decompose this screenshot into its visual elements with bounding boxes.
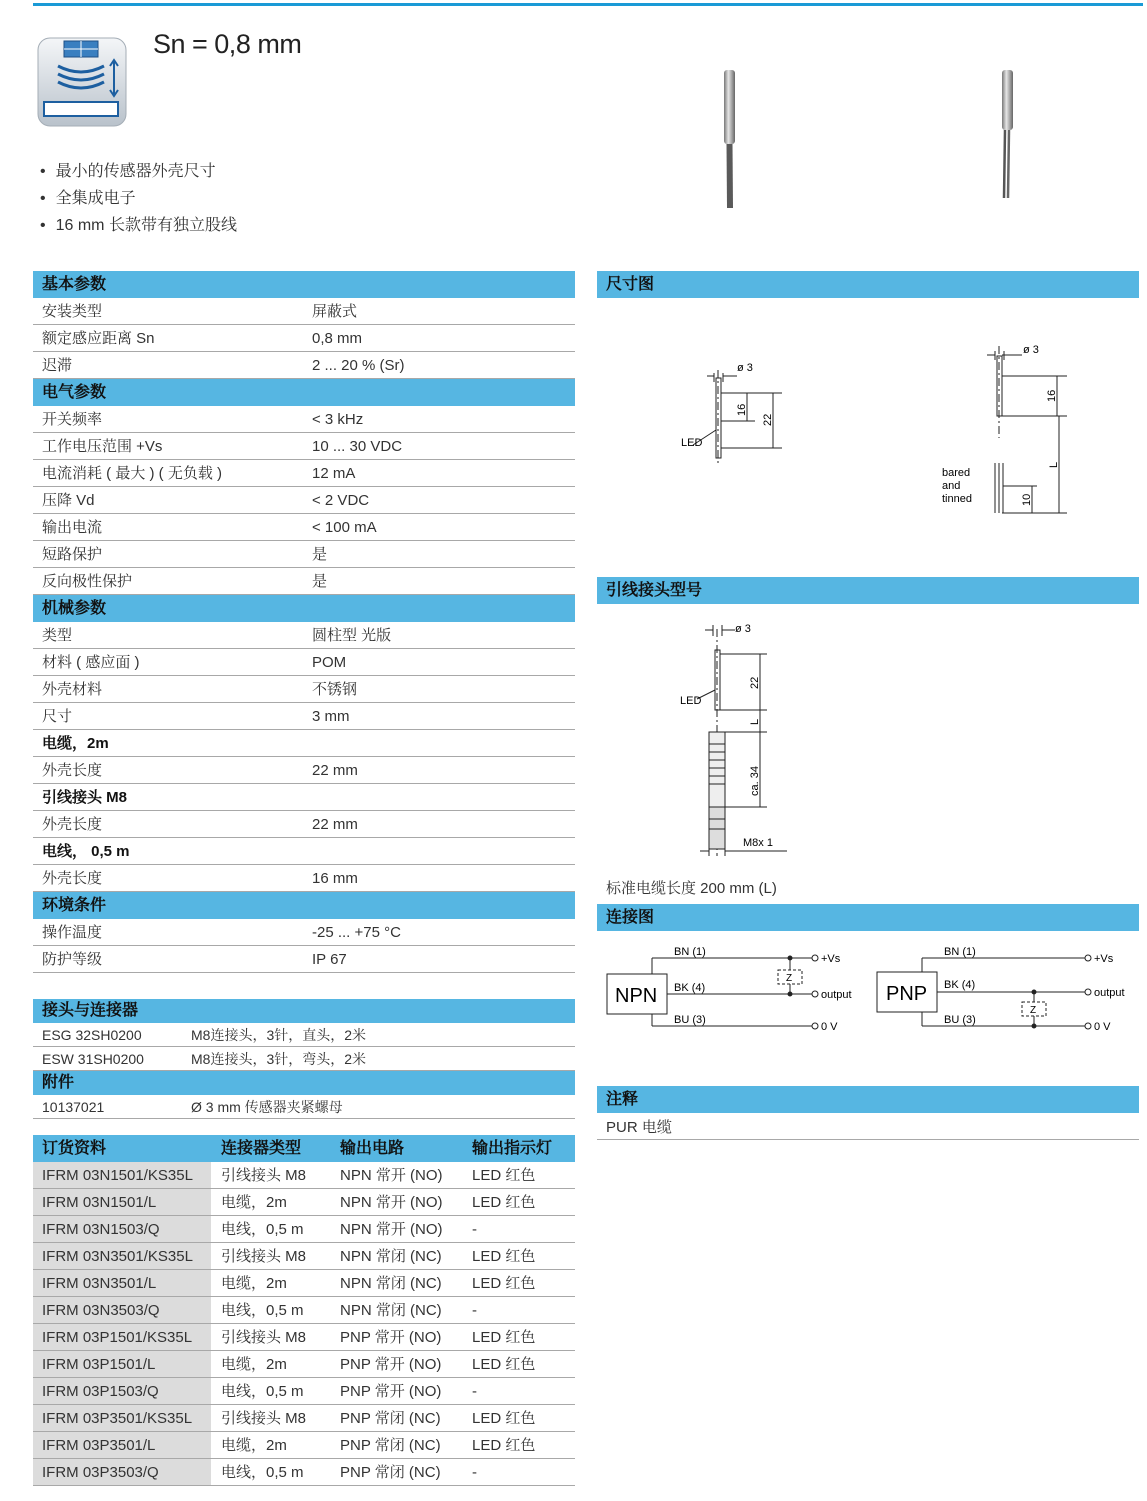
- param-key: 防护等级: [42, 951, 103, 968]
- product-photo-wire: [993, 68, 1023, 203]
- order-cell: LED 红色: [472, 1194, 536, 1211]
- param-value: -25 ... +75 °C: [312, 924, 401, 941]
- table-row: [33, 676, 575, 703]
- param-key: 输出电流: [42, 519, 103, 536]
- dimension-drawing: [597, 298, 1139, 538]
- table-row: [33, 1459, 575, 1486]
- svg-text:10: 10: [1021, 493, 1033, 506]
- svg-text:Z: Z: [786, 973, 793, 984]
- table-row: [33, 1270, 575, 1297]
- svg-text:BU (3): BU (3): [944, 1014, 976, 1026]
- table-row: [33, 406, 575, 433]
- cable-length-caption: 标准电缆长度 200 mm (L): [606, 880, 777, 897]
- table-row: [33, 1351, 575, 1378]
- svg-text:L: L: [1048, 461, 1060, 468]
- notes-rule: [597, 1139, 1139, 1140]
- param-value: POM: [312, 654, 347, 671]
- table-row: [33, 649, 575, 676]
- svg-text:output: output: [1094, 987, 1125, 999]
- param-value: < 100 mA: [312, 519, 377, 536]
- param-subgroup-title: 电缆，2m: [33, 730, 575, 757]
- svg-text:22: 22: [762, 413, 774, 426]
- order-cell: 电线，0,5 m: [221, 1464, 304, 1481]
- param-key: 电流消耗 ( 最大 ) ( 无负载 ): [42, 465, 222, 482]
- svg-text:0 V: 0 V: [1094, 1021, 1111, 1033]
- table-row: [33, 352, 575, 379]
- table-row: [33, 433, 575, 460]
- order-cell: NPN 常闭 (NC): [340, 1275, 442, 1292]
- svg-text:16: 16: [736, 403, 748, 416]
- table-row: [33, 1324, 575, 1351]
- param-group-title: 基本参数: [33, 271, 575, 298]
- svg-text:BN (1): BN (1): [674, 946, 706, 958]
- order-cell: 引线接头 M8: [221, 1167, 307, 1184]
- connectors-table: [33, 999, 575, 1119]
- order-cell: -: [472, 1464, 477, 1481]
- order-cell: 电缆，2m: [221, 1275, 287, 1292]
- table-row: [33, 541, 575, 568]
- order-cell: PNP 常开 (NO): [340, 1329, 442, 1346]
- param-value: 圆柱型 光版: [312, 627, 392, 644]
- svg-text:BU (3): BU (3): [674, 1014, 706, 1026]
- table-row: [33, 1405, 575, 1432]
- feature-item: • 16 mm 长款带有独立股线: [40, 212, 237, 239]
- param-value: < 3 kHz: [312, 411, 364, 428]
- order-cell: 电线，0,5 m: [221, 1383, 304, 1400]
- order-cell: -: [472, 1302, 477, 1319]
- param-key: 迟滞: [42, 357, 73, 374]
- order-cell: NPN 常闭 (NC): [340, 1248, 442, 1265]
- order-code: IFRM 03P3503/Q: [33, 1459, 211, 1485]
- lead-connector-title: 引线接头型号: [597, 577, 1139, 604]
- dim-d1-dia: ø 3: [737, 362, 753, 374]
- svg-text:ø 3: ø 3: [735, 623, 751, 635]
- order-cell: PNP 常闭 (NC): [340, 1410, 441, 1427]
- param-key: 类型: [42, 627, 73, 644]
- table-row: ESW 31SH0200 M8连接头，3针，弯头，2米: [33, 1047, 575, 1071]
- svg-text:+Vs: +Vs: [1094, 953, 1114, 965]
- order-code: IFRM 03P1501/KS35L: [33, 1324, 211, 1350]
- svg-text:ca. 34: ca. 34: [749, 766, 761, 796]
- order-cell: NPN 常开 (NO): [340, 1221, 443, 1238]
- order-cell: PNP 常开 (NO): [340, 1356, 442, 1373]
- param-value: 2 ... 20 % (Sr): [312, 357, 405, 374]
- param-key: 额定感应距离 Sn: [42, 330, 155, 347]
- order-cell: NPN 常闭 (NC): [340, 1302, 442, 1319]
- order-cell: LED 红色: [472, 1275, 536, 1292]
- table-row: [33, 487, 575, 514]
- svg-text:0 V: 0 V: [821, 1021, 838, 1033]
- table-row: [33, 1297, 575, 1324]
- table-row: [33, 703, 575, 730]
- svg-text:BK (4): BK (4): [674, 982, 706, 994]
- product-photo-cable: [715, 68, 745, 210]
- param-key: 压降 Vd: [42, 492, 95, 509]
- param-value: 3 mm: [312, 708, 350, 725]
- notes-text: PUR 电缆: [606, 1119, 672, 1136]
- order-cell: LED 红色: [472, 1248, 536, 1265]
- param-value: 16 mm: [312, 870, 358, 887]
- order-cell: LED 红色: [472, 1356, 536, 1373]
- table-row: [33, 514, 575, 541]
- svg-text:BK (4): BK (4): [944, 979, 976, 991]
- param-value: 0,8 mm: [312, 330, 363, 347]
- order-cell: LED 红色: [472, 1329, 536, 1346]
- order-cell: 引线接头 M8: [221, 1410, 307, 1427]
- order-cell: LED 红色: [472, 1410, 536, 1427]
- param-group-title: 机械参数: [33, 595, 575, 622]
- order-code: IFRM 03N1503/Q: [33, 1216, 211, 1242]
- svg-text:22: 22: [749, 676, 761, 689]
- order-cell: 电缆，2m: [221, 1356, 287, 1373]
- param-value: 不锈钢: [312, 681, 358, 698]
- dimensions-title: 尺寸图: [597, 271, 1139, 298]
- order-code: IFRM 03N3501/KS35L: [33, 1243, 211, 1269]
- table-row: [33, 1243, 575, 1270]
- order-cell: PNP 常开 (NO): [340, 1383, 442, 1400]
- param-value: 22 mm: [312, 816, 358, 833]
- param-value: IP 67: [312, 951, 347, 968]
- pnp-label: PNP: [886, 983, 928, 1005]
- param-key: 开关频率: [42, 411, 103, 428]
- order-cell: -: [472, 1383, 477, 1400]
- svg-text:bared: bared: [942, 467, 971, 479]
- order-code: IFRM 03N3503/Q: [33, 1297, 211, 1323]
- table-row: [33, 946, 575, 973]
- svg-text:BN (1): BN (1): [944, 946, 976, 958]
- param-key: 材料 ( 感应面 ): [42, 654, 140, 671]
- svg-text:tinned: tinned: [942, 493, 972, 505]
- param-key: 外壳材料: [42, 681, 103, 698]
- param-key: 外壳长度: [42, 870, 103, 887]
- order-cell: PNP 常闭 (NC): [340, 1437, 441, 1454]
- lead-connector-drawing: [597, 604, 897, 859]
- svg-text:and: and: [942, 480, 961, 492]
- table-row: [33, 1378, 575, 1405]
- table-row: [33, 1162, 575, 1189]
- table-row: [33, 1216, 575, 1243]
- param-key: 外壳长度: [42, 816, 103, 833]
- order-cell: 电线，0,5 m: [221, 1302, 304, 1319]
- table-row: [33, 568, 575, 595]
- order-cell: PNP 常闭 (NC): [340, 1464, 441, 1481]
- order-header: 订货资料 连接器类型 输出电路 输出指示灯: [33, 1135, 575, 1162]
- order-cell: NPN 常开 (NO): [340, 1167, 443, 1184]
- top-rule: [33, 3, 1143, 6]
- table-row: [33, 919, 575, 946]
- order-code: IFRM 03N3501/L: [33, 1270, 211, 1296]
- param-value: 10 ... 30 VDC: [312, 438, 403, 455]
- param-key: 尺寸: [42, 708, 73, 725]
- table-row: [33, 325, 575, 352]
- order-cell: LED 红色: [472, 1167, 536, 1184]
- param-key: 反向极性保护: [42, 573, 133, 590]
- svg-text:ø 3: ø 3: [1023, 344, 1039, 356]
- wiring-title: 连接图: [597, 904, 1139, 931]
- wiring-diagram: [597, 934, 1142, 1044]
- order-code: IFRM 03P3501/KS35L: [33, 1405, 211, 1431]
- table-row: [33, 811, 575, 838]
- notes-title: 注释: [597, 1086, 1139, 1113]
- svg-text:M8x 1: M8x 1: [743, 837, 773, 849]
- table-row: [33, 757, 575, 784]
- table-row: [33, 622, 575, 649]
- svg-text:output: output: [821, 989, 852, 1001]
- param-key: 短路保护: [42, 546, 103, 563]
- table-row: [33, 1432, 575, 1459]
- param-group-title: 环境条件: [33, 892, 575, 919]
- led-label: LED: [680, 695, 702, 707]
- feature-list: [40, 158, 237, 239]
- order-table: [33, 1135, 575, 1486]
- parameter-table: [33, 271, 575, 973]
- feature-item: • 全集成电子: [40, 185, 237, 212]
- order-code: IFRM 03P1501/L: [33, 1351, 211, 1377]
- order-cell: NPN 常开 (NO): [340, 1194, 443, 1211]
- order-code: IFRM 03N1501/KS35L: [33, 1162, 211, 1188]
- sensor-distance-icon: [36, 36, 128, 128]
- table-row: [33, 865, 575, 892]
- order-code: IFRM 03P3501/L: [33, 1432, 211, 1458]
- table-row: [33, 1189, 575, 1216]
- accessories-title: 附件: [33, 1071, 575, 1095]
- led-label: LED: [681, 437, 703, 449]
- svg-text:+Vs: +Vs: [821, 953, 841, 965]
- table-row: ESG 32SH0200 M8连接头，3针，直头，2米: [33, 1023, 575, 1047]
- order-cell: 引线接头 M8: [221, 1248, 307, 1265]
- order-cell: 引线接头 M8: [221, 1329, 307, 1346]
- order-cell: LED 红色: [472, 1437, 536, 1454]
- table-row: [33, 460, 575, 487]
- param-subgroup-title: 引线接头 M8: [33, 784, 575, 811]
- order-code: IFRM 03N1501/L: [33, 1189, 211, 1215]
- table-row: 10137021 Ø 3 mm 传感器夹紧螺母: [33, 1095, 575, 1119]
- param-value: 是: [312, 546, 328, 563]
- order-cell: 电缆，2m: [221, 1194, 287, 1211]
- order-cell: -: [472, 1221, 477, 1238]
- npn-label: NPN: [615, 985, 658, 1007]
- order-cell: 电缆，2m: [221, 1437, 287, 1454]
- svg-text:L: L: [749, 718, 761, 725]
- param-key: 外壳长度: [42, 762, 103, 779]
- param-key: 安装类型: [42, 303, 103, 320]
- param-value: 是: [312, 573, 328, 590]
- param-value: 12 mA: [312, 465, 356, 482]
- svg-text:Z: Z: [1030, 1005, 1037, 1016]
- param-key: 工作电压范围 +Vs: [42, 438, 163, 455]
- param-value: < 2 VDC: [312, 492, 370, 509]
- table-row: [33, 298, 575, 325]
- feature-item: • 最小的传感器外壳尺寸: [40, 158, 237, 185]
- connectors-title: 接头与连接器: [33, 999, 575, 1023]
- param-subgroup-title: 电线， 0,5 m: [33, 838, 575, 865]
- param-value: 屏蔽式: [312, 303, 358, 320]
- order-code: IFRM 03P1503/Q: [33, 1378, 211, 1404]
- param-value: 22 mm: [312, 762, 358, 779]
- svg-text:16: 16: [1046, 389, 1058, 402]
- page-title: Sn = 0,8 mm: [153, 29, 302, 59]
- param-key: 操作温度: [42, 924, 103, 941]
- order-cell: 电线，0,5 m: [221, 1221, 304, 1238]
- param-group-title: 电气参数: [33, 379, 575, 406]
